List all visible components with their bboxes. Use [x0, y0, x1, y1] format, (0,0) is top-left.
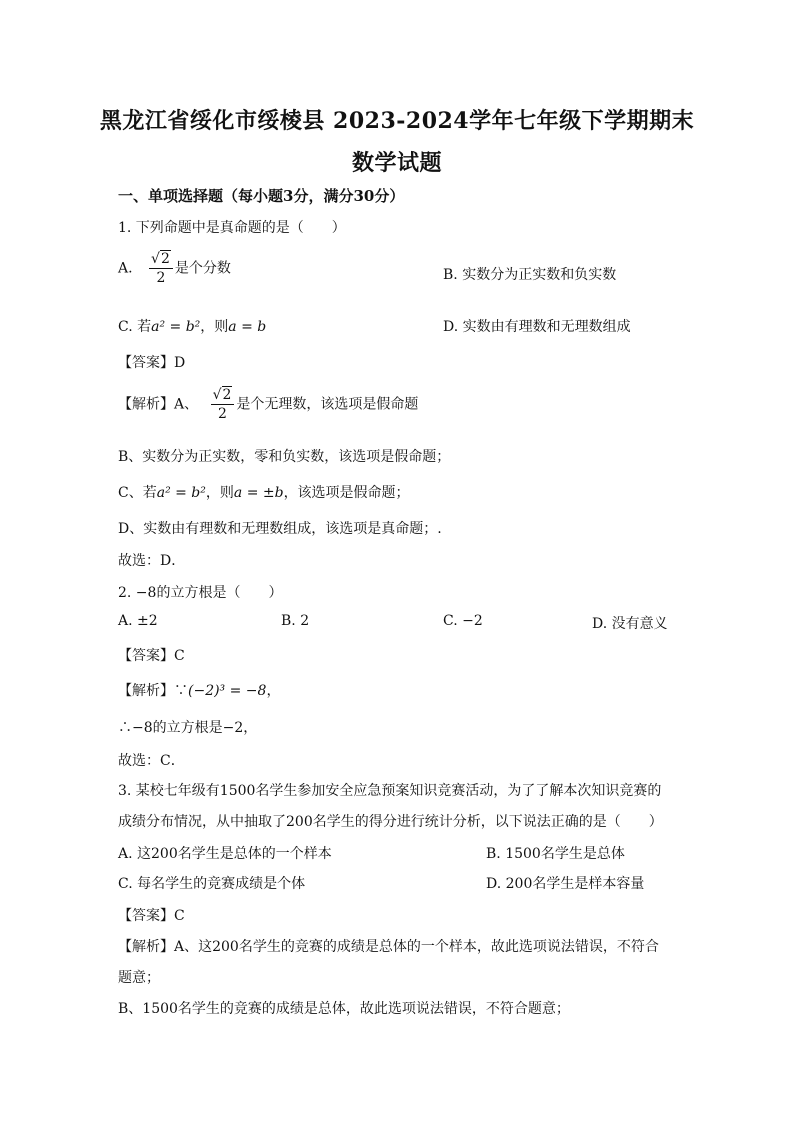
- q1-option-d: D. 实数由有理数和无理数组成: [443, 319, 631, 335]
- q1-option-a-numerator: 2: [160, 251, 170, 267]
- q1-answer: 【答案】D: [118, 355, 186, 371]
- q3-stem-line2: 成绩分布情况，从中抽取了200名学生的得分进行统计分析，以下说法正确的是（ ）: [118, 814, 663, 830]
- q3-option-b: B. 1500名学生是总体: [486, 846, 625, 862]
- q1-analysis-c-math2: a = ±b: [233, 485, 284, 501]
- doc-subtitle: 数学试题: [351, 150, 442, 176]
- q2-answer: 【答案】C: [118, 648, 185, 664]
- q1-option-a: [118, 250, 231, 287]
- q1-option-a-label: A.: [118, 260, 133, 277]
- q1-option-c-math: a² = b²: [151, 319, 201, 335]
- q1-option-a-text: 是个分数: [174, 260, 231, 277]
- q1-analysis-numerator: 2: [222, 387, 232, 403]
- q1-analysis-c-mid: ，则: [205, 485, 234, 501]
- q1-analysis-denominator: 2: [218, 406, 227, 422]
- q2-option-a: A. ±2: [118, 613, 158, 629]
- q2-therefore: ∴−8的立方根是−2，: [118, 720, 258, 736]
- q1-option-c-mid: ，则: [200, 319, 229, 335]
- q3-analysis-line3: B、1500名学生的竞赛的成绩是总体，故此选项说法错误，不符合题意；: [118, 1001, 570, 1017]
- q1-option-a-denominator: 2: [156, 270, 166, 286]
- q1-analysis-c-prefix: C、若: [118, 485, 157, 501]
- q1-option-c: [118, 316, 266, 336]
- q1-analysis-c: [118, 482, 410, 502]
- q3-option-d: D. 200名学生是样本容量: [486, 876, 645, 892]
- q1-analysis-c-suffix: ，该选项是假命题；: [283, 485, 410, 501]
- q1-analysis-c-math: a² = b²: [156, 485, 206, 501]
- q1-option-a-fraction: $\frac{√2}{2}$: [149, 250, 173, 287]
- q1-option-c-math2: a = b: [228, 319, 267, 335]
- q2-analysis-prefix: 【解析】∵: [118, 683, 188, 699]
- q2-choice: 故选：C．: [118, 753, 185, 769]
- section-heading: 一、单项选择题（每小题3分，满分30分）: [118, 187, 405, 205]
- q2-option-d: D. 没有意义: [592, 616, 668, 632]
- q1-analysis-b: B、实数分为正实数，零和负实数，该选项是假命题；: [118, 449, 451, 465]
- q2-analysis-suffix: ，: [266, 683, 281, 699]
- q3-analysis-line1: 【解析】A、这200名学生的竞赛的成绩是总体的一个样本，故此选项说法错误，不符合: [118, 939, 659, 955]
- q1-analysis-d: D、实数由有理数和无理数组成，该选项是真命题；.: [118, 521, 442, 537]
- q3-option-c: C. 每名学生的竞赛成绩是个体: [118, 876, 306, 892]
- q2-stem: 2. −8的立方根是（ ）: [118, 585, 283, 601]
- q1-option-c-prefix: C. 若: [118, 319, 152, 335]
- q1-analysis-prefix: 【解析】A、: [118, 396, 199, 413]
- q2-analysis: [118, 680, 280, 700]
- q1-option-b: B. 实数分为正实数和负实数: [443, 267, 617, 283]
- q1-choice: 故选：D．: [118, 553, 186, 569]
- q3-answer: 【答案】C: [118, 908, 185, 924]
- q3-stem-line1: 3. 某校七年级有1500名学生参加安全应急预案知识竞赛活动，为了了解本次知识竞赛的: [118, 783, 662, 799]
- q3-option-a: A. 这200名学生是总体的一个样本: [118, 846, 332, 862]
- q1-analysis-fraction: $\frac{√2}{2}$: [211, 386, 235, 423]
- q3-analysis-line2: 题意；: [118, 970, 160, 986]
- q1-analysis-text: 是个无理数，该选项是假命题: [236, 396, 419, 413]
- q2-option-b: B. 2: [281, 613, 310, 629]
- q1-stem: 1. 下列命题中是真命题的是（ ）: [118, 220, 346, 236]
- doc-title: 黑龙江省绥化市绥棱县 2023-2024学年七年级下学期期末: [99, 108, 695, 134]
- q2-option-c: C. −2: [443, 613, 483, 629]
- q1-analysis-a: [118, 386, 418, 423]
- q2-analysis-math: (−2)³ = −8: [188, 683, 267, 699]
